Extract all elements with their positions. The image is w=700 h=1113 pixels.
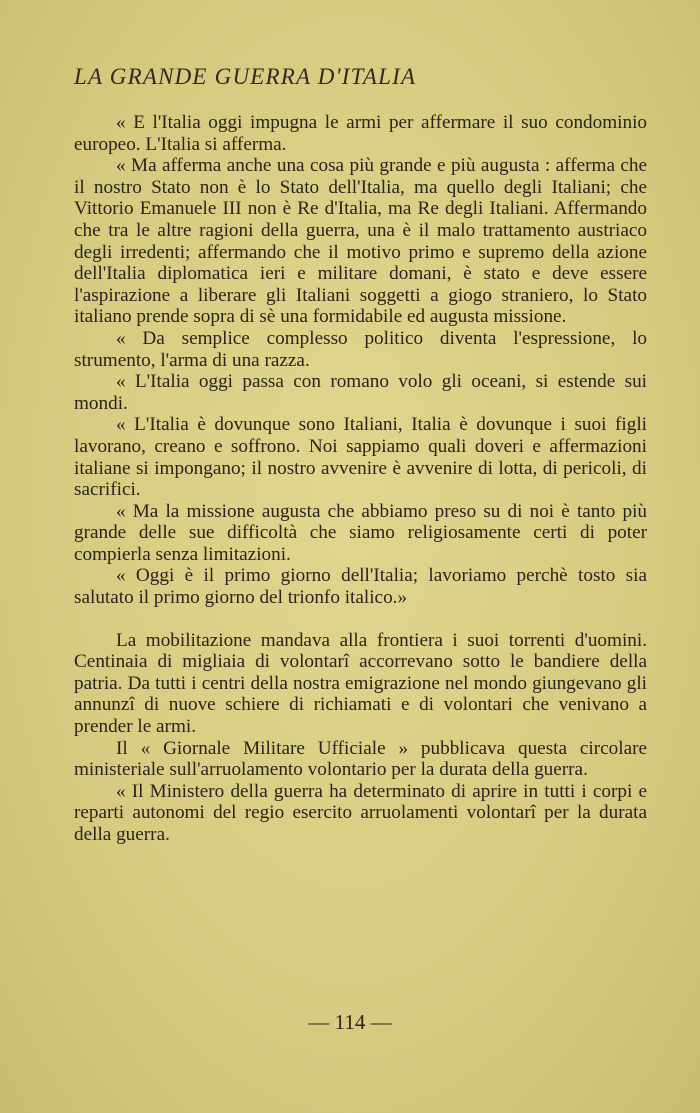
paragraph: Il « Giornale Militare Ufficiale » pubblicava questa circolare ministeriale sull'arruolamento volontario per la durata della guerra. (74, 737, 647, 781)
paragraph: « Il Ministero della guerra ha determinato di aprire in tutti i corpi e reparti autonomi del regio esercito arruolamenti volontarî per la durata della guerra. (74, 780, 647, 845)
paragraph: « Oggi è il primo giorno dell'Italia; lavoriamo perchè tosto sia salutato il primo giorno del trionfo italico.» (74, 565, 647, 609)
paragraph: La mobilitazione mandava alla frontiera i suoi torrenti d'uomini. Centinaia di migliaia di volontarî accorrevano sotto le bandiere della patria. Da tutti i centri della nostra emigrazione nel mondo giungevano gli annunzî di nuove schiere di richiamati e di volontari che venivano a prender le armi. (74, 629, 647, 738)
paragraph: « L'Italia oggi passa con romano volo gli oceani, si estende sui mondi. (74, 371, 647, 414)
paragraph: « Ma la missione augusta che abbiamo preso su di noi è tanto più grande delle sue difficoltà che siamo religiosamente certi di poter compierla senza limitazioni. (74, 500, 647, 565)
paragraph: « E l'Italia oggi impugna le armi per affermare il suo condominio europeo. L'Italia si afferma. (74, 112, 647, 155)
paragraph: « Ma afferma anche una cosa più grande e più augusta : afferma che il nostro Stato non è lo Stato dell'Italia, ma quello degli Italiani; che Vittorio Emanuele III non è Re d'Italia, ma Re degli Italiani. Affermando che tra le altre ragioni della guerra, una è il malo trattamento austriaco degli irredenti; affermando che il motivo primo e supremo della azione dell'Italia diplomatica ieri e militare domani, è stato e deve essere l'aspirazione a liberare gli Italiani soggetti a giogo straniero, lo Stato italiano prende sopra di sè una formidabile ed augusta missione. (74, 155, 647, 328)
paragraph: « Da semplice complesso politico diventa l'espressione, lo strumento, l'arma di una razza. (74, 327, 647, 371)
body-text (74, 112, 647, 846)
page-number: — 114 — (308, 1010, 392, 1034)
running-head: LA GRANDE GUERRA D'ITALIA (74, 64, 417, 89)
paragraph: « L'Italia è dovunque sono Italiani, Italia è dovunque i suoi figli lavorano, creano e soffrono. Noi sappiamo quali doveri e affermazioni italiane si impongano; il nostro avvenire è avvenire di lotta, di pericoli, di sacrifici. (74, 414, 647, 501)
